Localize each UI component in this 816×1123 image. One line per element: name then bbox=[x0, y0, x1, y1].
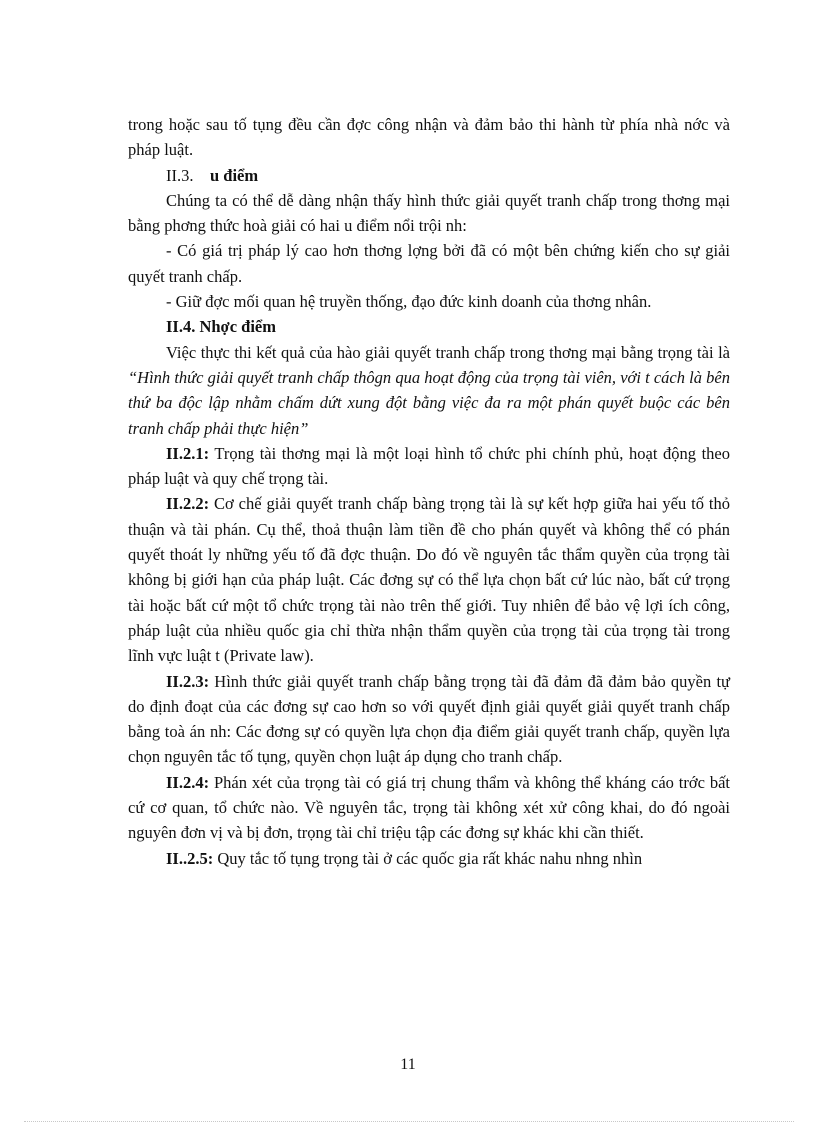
item-2-2-4 bbox=[128, 770, 730, 846]
bullet-item-2: - Giữ đợc mối quan hệ truyền thống, đạo đức kinh doanh của thơng nhân. bbox=[166, 292, 652, 312]
item-2-2-1 bbox=[128, 441, 730, 492]
page-bottom-divider bbox=[24, 1121, 794, 1122]
paragraph-intro: Chúng ta có thể dễ dàng nhận thấy hình thức giải quyết tranh chấp trong thơng mại bằng phơng thức hoà giải có hai u điểm nổi trội nh: bbox=[128, 190, 730, 236]
bullet-item-1: - Có giá trị pháp lý cao hơn thơng lợng bởi đã có một bên chứng kiến cho sự giải quyết tranh chấp. bbox=[128, 241, 730, 286]
item-label: II.2.1: bbox=[166, 443, 210, 463]
item-text: Trọng tài thơng mại là một loại hình tổ chức phi chính phủ, hoạt động theo pháp luật và quy chế trọng tài. bbox=[128, 443, 730, 489]
item-text: Quy tắc tố tụng trọng tài ở các quốc gia rất khác nahu nhng nhìn bbox=[213, 848, 643, 868]
item-2-2-2 bbox=[128, 491, 730, 668]
heading-text: u điểm bbox=[210, 165, 259, 185]
item-text: Hình thức giải quyết tranh chấp bằng trọng tài đã đảm đã đảm bảo quyền tự do định đoạt của các đơng sự cao hơn so với quyết định giải quyết giải quyết tranh chấp bằng toà án nh: Các đơng sự có quyền lựa chọn địa điểm giải quyết tranh chấp, quyền lựa chọn nguyên tắc tố tụng, quyền chọn luật áp dụng cho tranh chấp. bbox=[128, 671, 730, 767]
definition-lead: Việc thực thi kết quả của hào giải quyết tranh chấp trong thơng mại bằng trọng tài là bbox=[166, 342, 730, 362]
page-number: 11 bbox=[400, 1056, 416, 1073]
paragraph-definition bbox=[128, 340, 730, 441]
item-2-2-5 bbox=[128, 846, 730, 871]
heading-number: II.3. bbox=[166, 165, 194, 185]
item-label: II..2.5: bbox=[166, 848, 214, 868]
item-text: Phán xét của trọng tài có giá trị chung thẩm và không thể kháng cáo trớc bất cứ cơ quan, tổ chức nào. Về nguyên tắc, trọng tài không xét xử công khai, do đó ngoài nguyên đơn vị và bị đơn, trọng tài chỉ triệu tập các đơng sự khác khi cần thiết. bbox=[128, 772, 730, 843]
paragraph-continuation: trong hoặc sau tố tụng đều cần đợc công nhận và đảm bảo thi hành từ phía nhà nớc và pháp luật. bbox=[128, 115, 730, 160]
item-2-2-3 bbox=[128, 669, 730, 770]
document-body bbox=[128, 112, 730, 871]
definition-quote: “Hình thức giải quyết tranh chấp thôgn qua hoạt động của trọng tài viên, với t cách là bên thứ ba độc lập nhằm chấm dứt xung đột bằng việc đa ra một phán quyết buộc các bên tranh chấp phải thực hiện” bbox=[128, 367, 730, 438]
item-label: II.2.4: bbox=[166, 772, 210, 792]
heading-disadvantages: II.4. Nhợc điểm bbox=[166, 317, 276, 337]
item-text: Cơ chế giải quyết tranh chấp bàng trọng tài là sự kết hợp giữa hai yếu tố thỏ thuận và tài phán. Cụ thể, thoả thuận làm tiền đề cho phán quyết và không thể có phán quyết thoát ly những yếu tố đã đợc thuận. Do đó về nguyên tắc thẩm quyền của trọng tài không bị giới hạn của pháp luật. Các đơng sự có thể lựa chọn bất cứ lúc nào, bất cứ trọng tài hoặc bất cứ một tổ chức trọng tài nào trên thế giới. Tuy nhiên để bảo vệ lợi ích công, pháp luật của nhiều quốc gia chỉ thừa nhận thẩm quyền của trọng tài của trọng tài trong lĩnh vực luật t (Private law). bbox=[128, 494, 730, 666]
heading-advantages bbox=[128, 163, 730, 188]
item-label: II.2.2: bbox=[166, 494, 210, 514]
item-label: II.2.3: bbox=[166, 671, 210, 691]
